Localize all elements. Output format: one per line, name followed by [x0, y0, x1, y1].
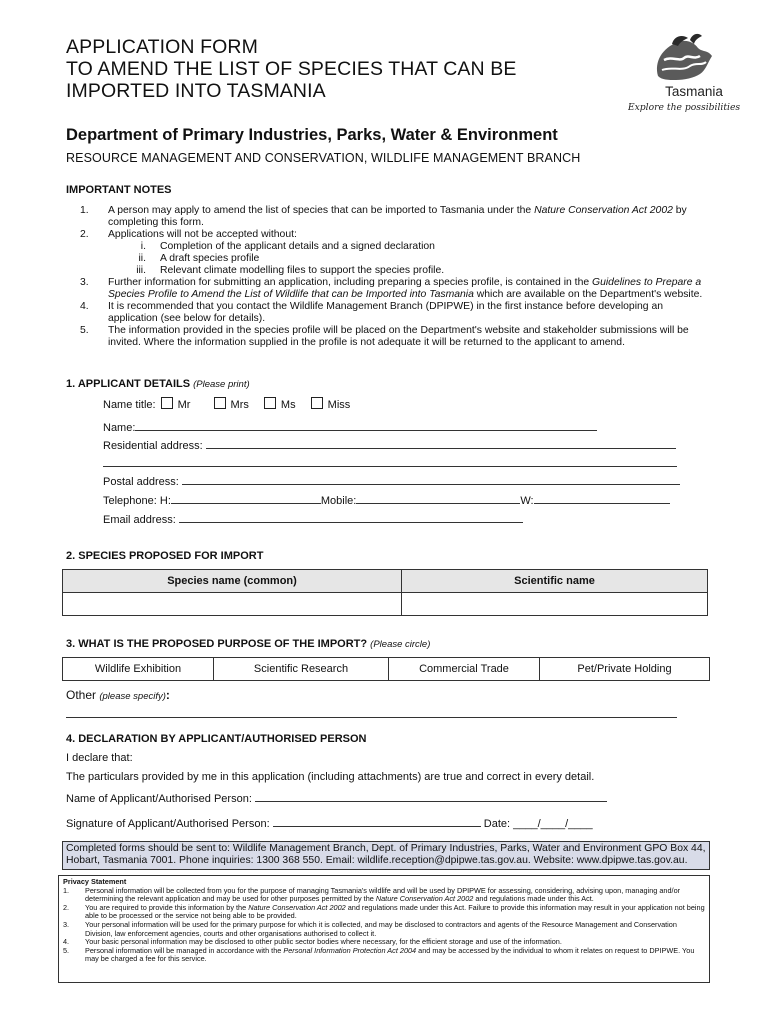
- note-2-sub-1: [80, 241, 705, 253]
- privacy-number: 5.: [63, 945, 70, 955]
- privacy-number: 1.: [63, 885, 70, 895]
- tasmania-logo-icon: [628, 30, 740, 116]
- telephone-row: [103, 493, 670, 507]
- privacy-item-2: [63, 904, 705, 921]
- title-mr-label: Mr: [177, 399, 191, 411]
- privacy-number: 3.: [63, 919, 70, 929]
- privacy-statement: [58, 875, 710, 983]
- declaration-heading: 4. DECLARATION BY APPLICANT/AUTHORISED PERSON: [66, 733, 367, 745]
- note-2-sub-3: [80, 265, 705, 277]
- privacy-number: 2.: [63, 902, 70, 912]
- sub-text: A draft species profile: [160, 253, 260, 264]
- postal-address-label: Postal address:: [103, 476, 179, 488]
- title-line-1: APPLICATION FORM: [66, 36, 258, 58]
- send-to-notice: Completed forms should be sent to: Wildlife Management Branch, Dept. of Primary Industries, Parks, Water and Environment GPO Box 44, Hobart, Tasmania 7001. Phone inquiries: 1300 368 550. Email: wildlife.reception@dpipwe.tas.gov.au. Website: www.dpipwe.tas.gov.au.: [62, 841, 710, 870]
- privacy-text: Personal information will be managed in accordance with the: [85, 945, 284, 955]
- purpose-scientific-research[interactable]: Scientific Research: [214, 658, 389, 681]
- name-row: [103, 420, 597, 434]
- title-line-2: TO AMEND THE LIST OF SPECIES THAT CAN BE: [66, 58, 517, 80]
- section-note: (Please print): [193, 379, 250, 390]
- title-ms-checkbox[interactable]: [264, 397, 276, 409]
- signature-label: Signature of Applicant/Authorised Person:: [66, 818, 270, 830]
- title-ms-label: Ms: [280, 399, 296, 411]
- branch-name: RESOURCE MANAGEMENT AND CONSERVATION, WILDLIFE MANAGEMENT BRANCH: [66, 151, 581, 165]
- common-name-header: Species name (common): [63, 570, 402, 593]
- note-text: It is recommended that you contact the Wildlife Management Branch (DPIPWE) in the first instance before developing an application (see below for details).: [108, 301, 664, 324]
- species-table: [62, 569, 708, 616]
- privacy-item-1: [63, 887, 705, 904]
- title-line-3: IMPORTED INTO TASMANIA: [66, 80, 326, 102]
- note-number: 1.: [80, 205, 89, 216]
- note-3: [80, 277, 705, 301]
- sub-text: Relevant climate modelling files to support the species profile.: [160, 265, 445, 276]
- note-text: Further information for submitting an application, including preparing a species profile, is contained in the: [108, 277, 593, 288]
- purpose-heading: [66, 638, 430, 650]
- purpose-options-table: [62, 657, 710, 681]
- sub-number: ii.: [138, 253, 146, 264]
- note-5: [80, 325, 705, 349]
- residential-address-line-2[interactable]: [103, 466, 677, 467]
- privacy-text: Your personal information will be used for the primary purpose for which it is collected, and may be disclosed to contractors and agents of the Resource Management and Conservation Division, law enforcement agencies, courts and other organisations authorised to collect it.: [85, 919, 677, 938]
- privacy-act-name: Nature Conservation Act 2002: [248, 902, 346, 912]
- other-purpose-row: Other (please specify):: [66, 688, 170, 702]
- name-field[interactable]: [135, 420, 597, 431]
- section-note: (Please circle): [370, 639, 431, 650]
- email-row: [103, 512, 523, 526]
- svg-text:Explore the possibilities: Explore the possibilities: [628, 102, 740, 113]
- postal-address-row: [103, 474, 680, 488]
- particulars-text: The particulars provided by me in this application (including attachments) are true and correct in every detail.: [66, 771, 595, 783]
- svg-text:Tasmania: Tasmania: [665, 84, 723, 99]
- note-4: [80, 301, 705, 325]
- important-notes-heading: IMPORTANT NOTES: [66, 184, 172, 196]
- other-purpose-field[interactable]: [66, 717, 677, 718]
- name-title-row: [103, 397, 350, 411]
- privacy-item-5: [63, 947, 705, 964]
- residential-address-field[interactable]: [206, 438, 676, 449]
- note-number: 3.: [80, 277, 89, 288]
- sub-number: i.: [140, 241, 146, 252]
- species-table-header: [63, 570, 708, 593]
- note-text: The information provided in the species profile will be placed on the Department's website and stakeholder submissions will be invited. Where the information supplied in the profile is not adequate it will be returned to the applicant to amend.: [108, 325, 689, 348]
- name-title-label: Name title:: [103, 399, 156, 411]
- signature-row: [66, 816, 593, 830]
- important-notes-list: [80, 205, 705, 349]
- purpose-options-row: [63, 658, 710, 681]
- privacy-text: Personal information will be collected from you for the purpose of managing Tasmania's wildlife and will be used by DPIPWE for assessing, considering, advising upon, managing and/or determining the relevant application and may be used for other purposes permitted by the: [85, 885, 681, 904]
- scientific-name-header: Scientific name: [402, 570, 708, 593]
- title-mrs-label: Mrs: [230, 399, 249, 411]
- title-miss-checkbox[interactable]: [311, 397, 323, 409]
- privacy-heading: Privacy Statement: [63, 877, 127, 886]
- privacy-text: and regulations made under this Act. Failure to provide this information may result in your application not being able to be processed or the service not being able to be provided.: [85, 902, 705, 921]
- note-text: which are available on the Department's website.: [473, 289, 703, 300]
- declare-text: I declare that:: [66, 752, 133, 764]
- name-label: Name:: [103, 422, 136, 434]
- privacy-text: and may be accessed by the individual to whom it relates on request to DPIPWE. You may be charged a fee for this service.: [85, 945, 695, 964]
- purpose-commercial-trade[interactable]: Commercial Trade: [389, 658, 540, 681]
- form-title: [66, 36, 516, 102]
- email-label: Email address:: [103, 514, 176, 526]
- title-miss-label: Miss: [327, 399, 351, 411]
- sub-text: Completion of the applicant details and a signed declaration: [160, 241, 435, 252]
- other-note: (please specify): [99, 691, 166, 702]
- scientific-name-cell[interactable]: [402, 593, 708, 616]
- note-number: 2.: [80, 229, 89, 240]
- privacy-act-name: Personal Information Protection Act 2004: [283, 945, 417, 955]
- other-label: Other: [66, 688, 97, 702]
- note-text: by completing this form.: [108, 205, 687, 228]
- note-text: Applications will not be accepted without:: [108, 229, 297, 240]
- note-1: [80, 205, 705, 229]
- applicant-name-label: Name of Applicant/Authorised Person:: [66, 793, 252, 805]
- section-title: 1. APPLICANT DETAILS: [66, 378, 191, 390]
- species-table-row: [63, 593, 708, 616]
- residential-address-row: [103, 438, 676, 452]
- purpose-pet-private-holding[interactable]: Pet/Private Holding: [540, 658, 710, 681]
- signature-field[interactable]: [273, 816, 481, 827]
- title-mrs-checkbox[interactable]: [214, 397, 226, 409]
- mobile-label: Mobile:: [320, 495, 357, 507]
- note-text: A person may apply to amend the list of species that can be imported to Tasmania under the: [108, 205, 535, 216]
- section-title: 3. WHAT IS THE PROPOSED PURPOSE OF THE IMPORT?: [66, 638, 368, 650]
- work-phone-label: W:: [520, 495, 534, 507]
- telephone-home-label: Telephone: H:: [103, 495, 171, 507]
- date-label: Date:: [483, 818, 511, 830]
- work-phone-field[interactable]: [534, 493, 670, 504]
- note-number: 4.: [80, 301, 89, 312]
- department-name: Department of Primary Industries, Parks, Water & Environment: [66, 126, 558, 144]
- note-act-name: Nature Conservation Act 2002: [534, 205, 673, 216]
- note-number: 5.: [80, 325, 89, 336]
- privacy-item-3: [63, 921, 705, 938]
- note-2: [80, 229, 705, 241]
- applicant-name-row: [66, 791, 607, 805]
- privacy-number: 4.: [63, 937, 70, 947]
- date-field[interactable]: ____/____/____: [513, 818, 593, 830]
- note-2-sub-2: [80, 253, 705, 265]
- privacy-text: and regulations made under this Act.: [473, 894, 594, 904]
- guidelines-title: Guidelines to Prepare a Species Profile to Amend the List of Wildlife that can be Imported into Tasmania: [108, 277, 702, 300]
- species-heading: 2. SPECIES PROPOSED FOR IMPORT: [66, 550, 264, 562]
- applicant-details-heading: [66, 378, 250, 390]
- residential-address-label: Residential address:: [103, 440, 203, 452]
- privacy-act-name: Nature Conservation Act 2002: [375, 894, 474, 904]
- privacy-text: Your basic personal information may be disclosed to other public sector bodies where necessary, for the efficient storage and use of the information.: [85, 937, 562, 947]
- email-field[interactable]: [179, 512, 523, 523]
- privacy-text: You are required to provide this information by the: [85, 902, 249, 912]
- telephone-home-field[interactable]: [171, 493, 321, 504]
- purpose-wildlife-exhibition[interactable]: Wildlife Exhibition: [63, 658, 214, 681]
- mobile-field[interactable]: [356, 493, 520, 504]
- title-mr-checkbox[interactable]: [161, 397, 173, 409]
- applicant-name-field[interactable]: [255, 791, 607, 802]
- postal-address-field[interactable]: [182, 474, 680, 485]
- common-name-cell[interactable]: [63, 593, 402, 616]
- sub-number: iii.: [136, 265, 146, 276]
- tasmania-logo: [628, 30, 740, 116]
